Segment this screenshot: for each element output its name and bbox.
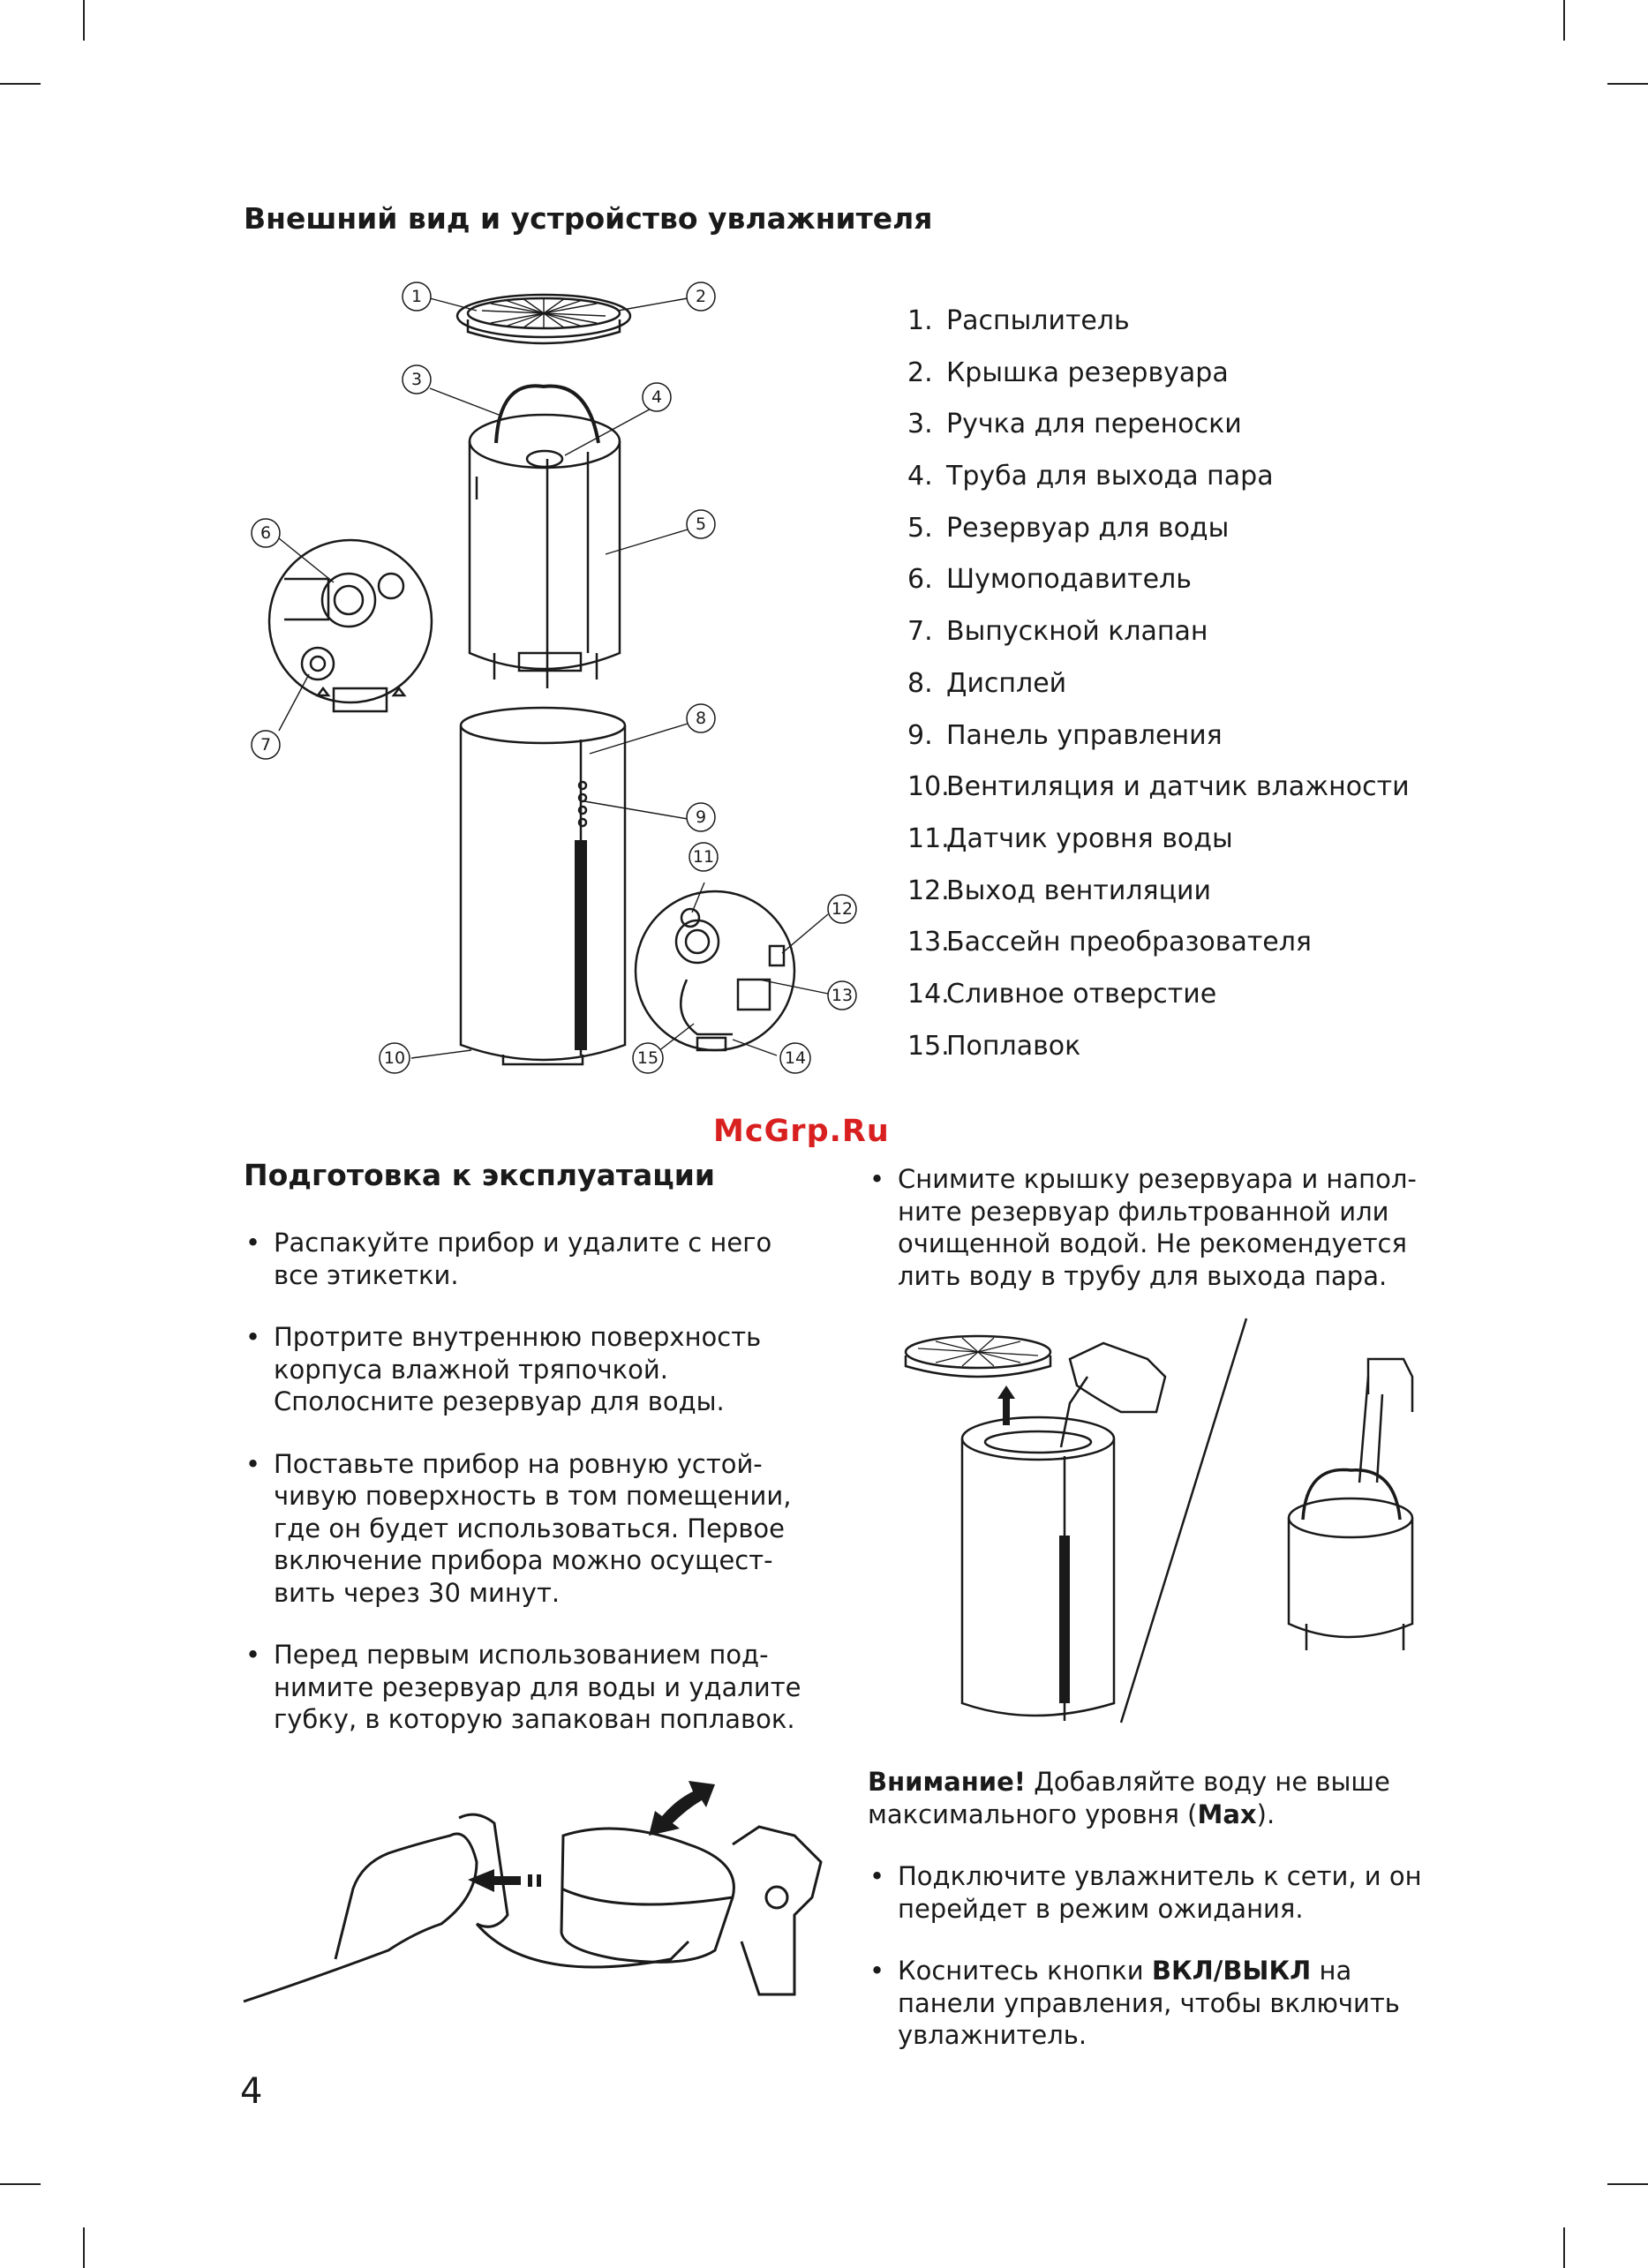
parts-list-item: 13. Бассейн преобразователя <box>907 927 1312 958</box>
parts-list-item: 9. Панель управления <box>907 719 1223 751</box>
parts-list-item: 4. Труба для выхода пара <box>907 461 1274 492</box>
parts-list-item: 1. Распылитель <box>907 305 1130 336</box>
list-item: • Распакуйте прибор и удалите с него все этикетки. <box>244 1227 844 1291</box>
parts-list-item: 15. Поплавок <box>907 1030 1081 1062</box>
preparation-steps-left <box>244 1227 844 1736</box>
crop-mark <box>1563 0 1565 41</box>
crop-mark <box>83 0 85 41</box>
list-item: • Поставьте прибор на ровную устой- чивую поверхность в том помещении, где он будет использоваться. Первое включение прибора можно осущест- вить через 30 минут. <box>244 1448 844 1610</box>
callout-9: 9 <box>695 807 707 827</box>
crop-mark <box>0 2183 41 2185</box>
callout-15: 15 <box>636 1048 659 1068</box>
callout-8: 8 <box>695 709 707 728</box>
callout-11: 11 <box>692 847 715 867</box>
warning-label: Внимание! <box>868 1767 1026 1797</box>
preparation-steps-right <box>868 1860 1468 2052</box>
callout-1: 1 <box>410 287 423 306</box>
callout-10: 10 <box>383 1048 406 1068</box>
callout-5: 5 <box>695 514 707 534</box>
parts-list-item: 5. Резервуар для воды <box>907 512 1230 544</box>
crop-mark <box>0 83 41 85</box>
callout-6: 6 <box>260 523 272 543</box>
section-title-device: Внешний вид и устройство увлажнителя <box>244 201 933 236</box>
section-title-preparation: Подготовка к эксплуатации <box>244 1158 715 1192</box>
callout-4: 4 <box>651 387 663 407</box>
parts-list-item: 8. Дисплей <box>907 667 1067 699</box>
callout-13: 13 <box>831 986 854 1005</box>
parts-list-item: 10. Вентиляция и датчик влажности <box>907 771 1410 803</box>
list-item: • Перед первым использованием под- нимите резервуар для воды и удалите губку, в которую запакован поплавок. <box>244 1639 844 1736</box>
list-item: • Протрите внутреннюю поверхность корпуса влажной тряпочкой. Сполосните резервуар для воды. <box>244 1321 844 1418</box>
list-item: • Подключите увлажнитель к сети, и он перейдет в режим ожидания. <box>868 1860 1468 1925</box>
tank-bottom-view <box>269 540 432 702</box>
parts-list-item: 11. Датчик уровня воды <box>907 822 1233 854</box>
crop-mark <box>1563 2227 1565 2268</box>
float-removal-illustration <box>238 1756 839 2021</box>
list-item: • Снимите крышку резервуара и напол- ните резервуар фильтрованной или очищенной водой. Не рекомендуется лить воду в трубу для выхода пара. <box>868 1163 1468 1292</box>
crop-mark <box>1607 83 1648 85</box>
callout-14: 14 <box>784 1048 807 1068</box>
water-tank-illustration <box>470 441 620 669</box>
parts-list-item: 3. Ручка для переноски <box>907 409 1242 440</box>
crop-mark <box>83 2227 85 2268</box>
list-item: • Коснитесь кнопки ВКЛ/ВЫКЛ на панели управления, чтобы включить увлажнитель. <box>868 1955 1468 2052</box>
page-number: 4 <box>240 2071 263 2112</box>
callout-12: 12 <box>831 899 854 919</box>
callout-3: 3 <box>410 370 423 389</box>
parts-list-item: 7. Выпускной клапан <box>907 616 1208 648</box>
base-top-view <box>636 891 794 1050</box>
callout-7: 7 <box>260 735 272 755</box>
device-diagram <box>238 265 874 1085</box>
parts-list-item: 12. Выход вентиляции <box>907 875 1212 906</box>
parts-list-item: 2. Крышка резервуара <box>907 357 1229 388</box>
filling-illustration <box>892 1315 1456 1730</box>
preparation-step-fill <box>868 1163 1468 1292</box>
warning-note: Внимание! Добавляйте воду не выше максимального уровня (Max). <box>868 1767 1390 1829</box>
base-unit-illustration <box>461 725 625 1060</box>
crop-mark <box>1607 2183 1648 2185</box>
parts-list-item: 14. Сливное отверстие <box>907 978 1217 1010</box>
watermark: McGrp.Ru <box>713 1114 890 1149</box>
parts-list-item: 6. Шумоподавитель <box>907 564 1192 596</box>
callout-2: 2 <box>695 287 707 306</box>
parts-list <box>907 300 1410 1077</box>
